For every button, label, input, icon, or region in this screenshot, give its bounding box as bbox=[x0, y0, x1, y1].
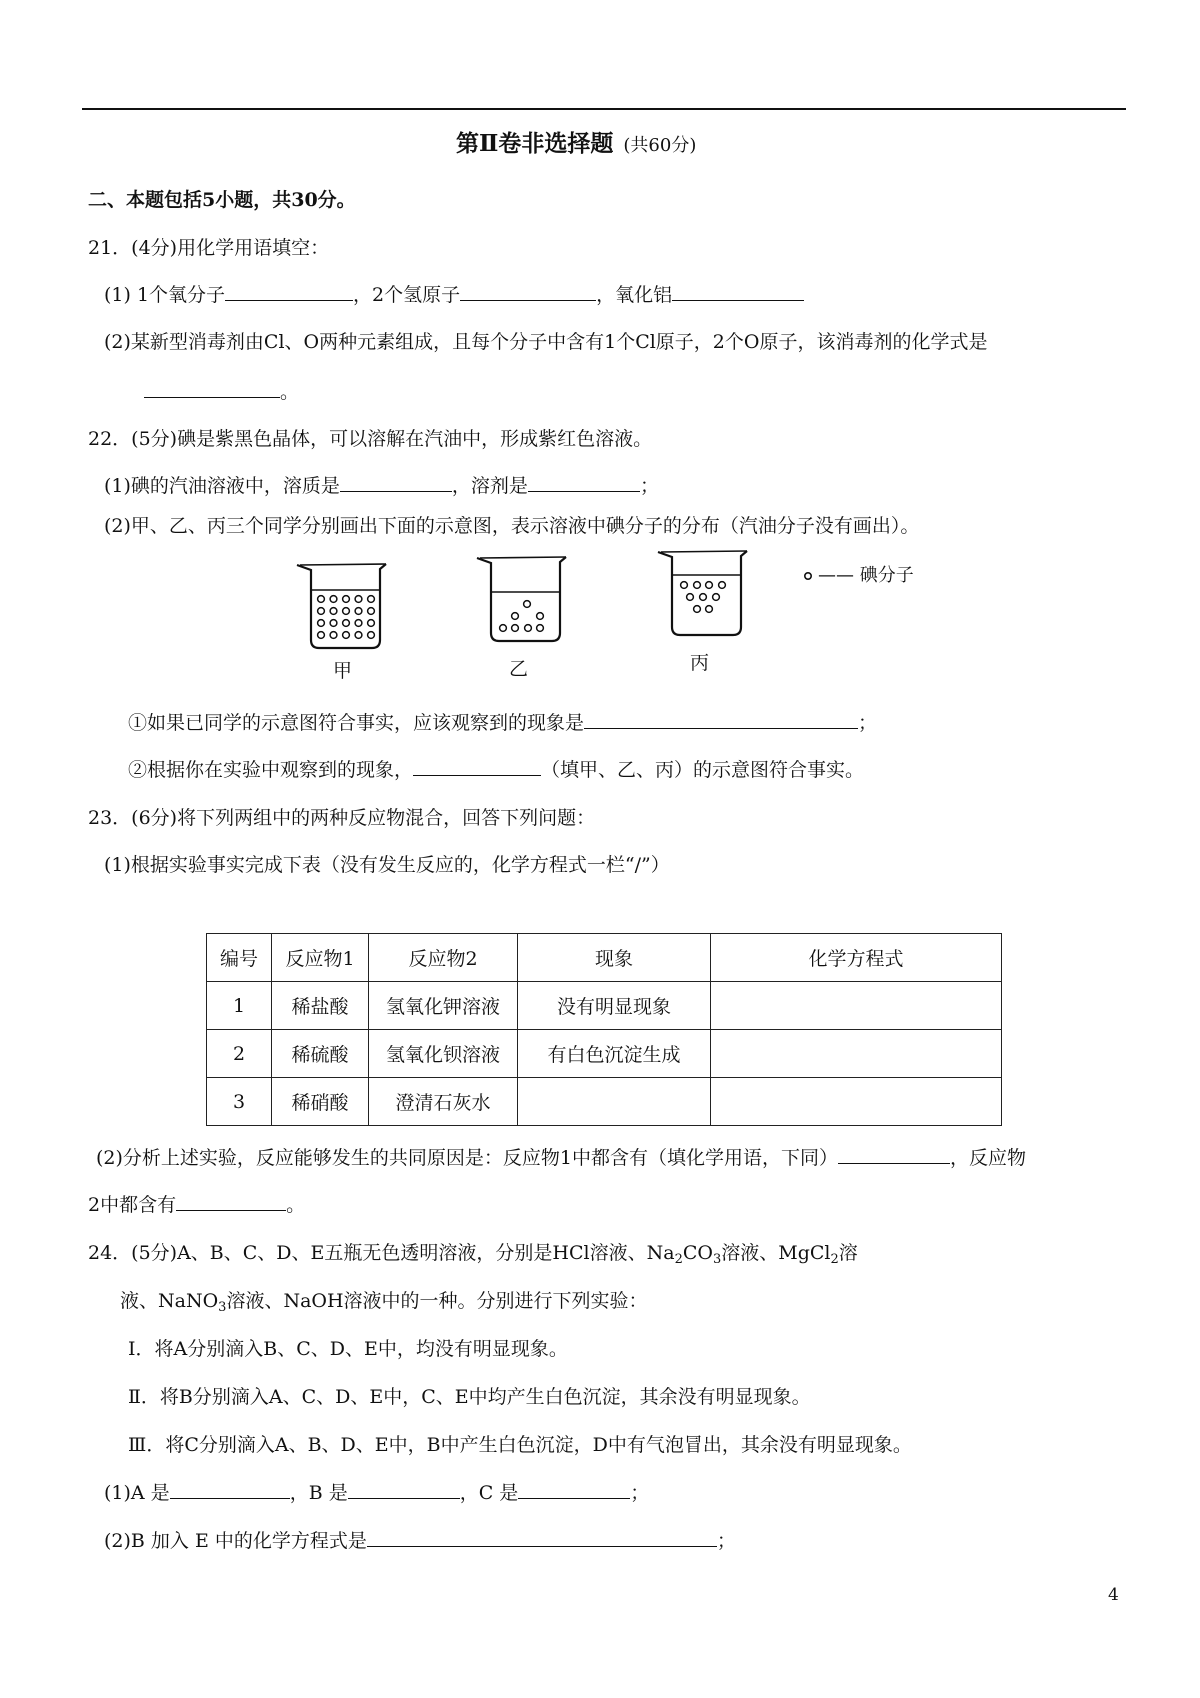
table-header-cell: 编号 bbox=[207, 934, 272, 982]
table-cell: 3 bbox=[207, 1078, 272, 1126]
q24-p2-end: ； bbox=[716, 1530, 736, 1552]
q21-p1-c: ，氧化铝 bbox=[596, 284, 673, 306]
table-header-cell: 反应物2 bbox=[369, 934, 518, 982]
q24-stem-c: 溶液、MgCl bbox=[721, 1242, 831, 1264]
q23-p2-a: (2)分析上述实验，反应能够发生的共同原因是：反应物1中都含有（填化学用语，下同） bbox=[96, 1147, 839, 1169]
iodine-molecule bbox=[343, 620, 350, 627]
table-cell: 有白色沉淀生成 bbox=[518, 1030, 711, 1078]
q21-part2-answer bbox=[144, 379, 299, 405]
q24-part2 bbox=[104, 1528, 736, 1554]
q22-part1 bbox=[104, 473, 659, 499]
q24-exp2: Ⅱ．将B分别滴入A、C、D、E中，C、E中均产生白色沉淀，其余没有明显现象。 bbox=[128, 1386, 811, 1408]
q22-part2: (2)甲、乙、丙三个同学分别画出下面的示意图，表示溶液中碘分子的分布（汽油分子没有画出）。 bbox=[104, 515, 920, 537]
q24-stem-d: 溶 bbox=[838, 1242, 858, 1264]
legend-label: —— 碘分子 bbox=[818, 565, 914, 586]
title-main: 第Ⅱ卷非选择题 bbox=[456, 130, 614, 157]
iodine-molecule bbox=[512, 613, 519, 620]
table-cell: 澄清石灰水 bbox=[369, 1078, 518, 1126]
iodine-molecule bbox=[318, 596, 325, 603]
table-header-cell: 反应物1 bbox=[272, 934, 369, 982]
table-cell-answer[interactable] bbox=[711, 982, 1002, 1030]
iodine-molecule bbox=[330, 608, 337, 615]
q24-stem2-b: 溶液、NaOH溶液中的一种。分别进行下列实验： bbox=[226, 1290, 648, 1312]
iodine-molecule bbox=[330, 596, 337, 603]
reaction-table bbox=[206, 933, 1002, 1126]
section-heading: 二、本题包括5小题，共30分。 bbox=[88, 189, 356, 211]
answer-blank[interactable] bbox=[340, 473, 452, 492]
iodine-molecule bbox=[681, 582, 688, 589]
q22-p1-b: ，溶剂是 bbox=[451, 475, 528, 497]
table-row bbox=[207, 1078, 1002, 1126]
q24-p1-c: ，C 是 bbox=[459, 1482, 519, 1504]
q22-s1-a: ①如果已同学的示意图符合事实，应该观察到的现象是 bbox=[128, 712, 585, 734]
iodine-molecule bbox=[512, 625, 519, 632]
iodine-molecule bbox=[368, 596, 375, 603]
beaker-jia bbox=[297, 564, 386, 648]
iodine-molecule bbox=[706, 582, 713, 589]
legend-molecule-icon bbox=[805, 573, 811, 579]
answer-blank[interactable] bbox=[518, 1480, 630, 1499]
iodine-molecule bbox=[524, 601, 531, 608]
iodine-molecule bbox=[343, 632, 350, 639]
iodine-molecule bbox=[330, 632, 337, 639]
q22-sub2 bbox=[128, 757, 864, 783]
q22-stem: 22．(5分)碘是紫黑色晶体，可以溶解在汽油中，形成紫红色溶液。 bbox=[88, 428, 653, 450]
q24-stem-b: CO bbox=[682, 1242, 713, 1264]
table-header-row bbox=[207, 934, 1002, 982]
q21-p2-end: 。 bbox=[280, 381, 300, 403]
iodine-molecule bbox=[694, 582, 701, 589]
iodine-molecule bbox=[355, 596, 362, 603]
iodine-molecule bbox=[706, 606, 713, 613]
iodine-molecule bbox=[343, 608, 350, 615]
answer-blank[interactable] bbox=[367, 1528, 717, 1547]
q24-stem2-a: 液、NaNO bbox=[120, 1290, 219, 1312]
answer-blank[interactable] bbox=[170, 1480, 290, 1499]
iodine-molecule bbox=[687, 594, 694, 601]
q24-exp3: Ⅲ．将C分别滴入A、B、D、E中，B中产生白色沉淀，D中有气泡冒出，其余没有明显现象。 bbox=[128, 1434, 912, 1456]
iodine-molecule bbox=[343, 596, 350, 603]
q24-stem bbox=[88, 1240, 858, 1266]
iodine-molecule bbox=[694, 606, 701, 613]
iodine-molecule bbox=[318, 632, 325, 639]
iodine-molecule bbox=[355, 620, 362, 627]
iodine-molecule bbox=[368, 608, 375, 615]
q23-p2-end: 。 bbox=[286, 1194, 306, 1216]
q23-p2-b: ，反应物 bbox=[950, 1147, 1027, 1169]
iodine-molecule bbox=[537, 613, 544, 620]
q24-stem2-sub: 3 bbox=[218, 1300, 227, 1315]
q23-p2-c: 2中都含有 bbox=[88, 1194, 177, 1216]
q24-stem-sub2: 3 bbox=[712, 1252, 722, 1267]
page-title bbox=[456, 131, 696, 159]
q21-stem: 21．(4分)用化学用语填空： bbox=[88, 237, 330, 259]
beaker-label-yi: 乙 bbox=[509, 658, 529, 680]
answer-blank[interactable] bbox=[413, 757, 541, 776]
table-cell: 没有明显现象 bbox=[518, 982, 711, 1030]
q24-stem-sub1: 2 bbox=[674, 1252, 683, 1267]
q21-part2: (2)某新型消毒剂由Cl、O两种元素组成，且每个分子中含有1个Cl原子，2个O原子，该消毒剂的化学式是 bbox=[104, 331, 988, 353]
q24-p1-a: (1)A 是 bbox=[104, 1482, 170, 1504]
answer-blank[interactable] bbox=[144, 379, 280, 398]
table-cell: 1 bbox=[207, 982, 272, 1030]
q21-p1-a: (1) 1个氧分子 bbox=[104, 284, 226, 306]
answer-blank[interactable] bbox=[460, 282, 596, 301]
q24-exp1: Ⅰ．将A分别滴入B、C、D、E中，均没有明显现象。 bbox=[128, 1338, 568, 1360]
title-score: (共60分) bbox=[623, 135, 697, 156]
q23-part2-cont bbox=[88, 1192, 305, 1218]
q23-part1: (1)根据实验事实完成下表（没有发生反应的，化学方程式一栏“/”） bbox=[104, 854, 670, 876]
beaker-yi bbox=[477, 557, 566, 641]
iodine-molecule bbox=[318, 608, 325, 615]
q22-s1-end: ； bbox=[858, 712, 878, 734]
table-cell: 稀硫酸 bbox=[272, 1030, 369, 1078]
iodine-molecule bbox=[355, 632, 362, 639]
iodine-molecule bbox=[355, 608, 362, 615]
answer-blank[interactable] bbox=[672, 282, 804, 301]
table-cell: 氢氧化钡溶液 bbox=[369, 1030, 518, 1078]
q22-p1-a: (1)碘的汽油溶液中，溶质是 bbox=[104, 475, 340, 497]
q22-s2-a: ②根据你在实验中观察到的现象， bbox=[128, 759, 414, 781]
page-number: 4 bbox=[1108, 1585, 1119, 1605]
answer-blank[interactable] bbox=[838, 1145, 950, 1164]
iodine-molecule bbox=[713, 594, 720, 601]
iodine-molecule bbox=[368, 632, 375, 639]
table-cell: 氢氧化钾溶液 bbox=[369, 982, 518, 1030]
table-cell: 2 bbox=[207, 1030, 272, 1078]
table-cell-answer[interactable] bbox=[711, 1030, 1002, 1078]
iodine-molecule bbox=[318, 620, 325, 627]
table-cell-answer[interactable] bbox=[711, 1078, 1002, 1126]
beaker-bing bbox=[658, 551, 747, 635]
table-row bbox=[207, 1030, 1002, 1078]
table-header-cell: 化学方程式 bbox=[711, 934, 1002, 982]
beaker-label-jia: 甲 bbox=[333, 660, 353, 682]
iodine-molecule bbox=[330, 620, 337, 627]
answer-blank[interactable] bbox=[348, 1480, 460, 1499]
q22-sub1 bbox=[128, 710, 877, 736]
table-cell-answer[interactable] bbox=[518, 1078, 711, 1126]
q24-p1-b: ，B 是 bbox=[289, 1482, 348, 1504]
q23-stem: 23．(6分)将下列两组中的两种反应物混合，回答下列问题： bbox=[88, 807, 596, 829]
q24-p1-end: ； bbox=[630, 1482, 650, 1504]
answer-blank[interactable] bbox=[176, 1192, 286, 1211]
table-cell: 稀盐酸 bbox=[272, 982, 369, 1030]
iodine-molecule bbox=[368, 620, 375, 627]
table-header-cell: 现象 bbox=[518, 934, 711, 982]
iodine-molecule bbox=[700, 594, 707, 601]
iodine-molecule bbox=[525, 625, 532, 632]
answer-blank[interactable] bbox=[225, 282, 353, 301]
table-cell: 稀硝酸 bbox=[272, 1078, 369, 1126]
q24-stem-sub3: 2 bbox=[830, 1252, 839, 1267]
q24-stem-a: 24．(5分)A、B、C、D、E五瓶无色透明溶液，分别是HCl溶液、Na bbox=[88, 1242, 675, 1264]
q23-part2 bbox=[96, 1145, 1026, 1171]
q24-part1 bbox=[104, 1480, 649, 1506]
iodine-molecule bbox=[500, 625, 507, 632]
answer-blank[interactable] bbox=[528, 473, 640, 492]
q21-part1 bbox=[104, 282, 804, 308]
top-rule bbox=[82, 108, 1126, 110]
iodine-molecule bbox=[719, 582, 726, 589]
iodine-molecule bbox=[537, 625, 544, 632]
table-row bbox=[207, 982, 1002, 1030]
answer-blank[interactable] bbox=[584, 710, 858, 729]
q24-stem-cont bbox=[120, 1288, 648, 1314]
q21-p1-b: ，2个氢原子 bbox=[353, 284, 461, 306]
q24-p2-a: (2)B 加入 E 中的化学方程式是 bbox=[104, 1530, 367, 1552]
q22-p1-end: ； bbox=[639, 475, 659, 497]
beaker-label-bing: 丙 bbox=[690, 652, 710, 674]
q22-s2-b: （填甲、乙、丙）的示意图符合事实。 bbox=[541, 759, 865, 781]
